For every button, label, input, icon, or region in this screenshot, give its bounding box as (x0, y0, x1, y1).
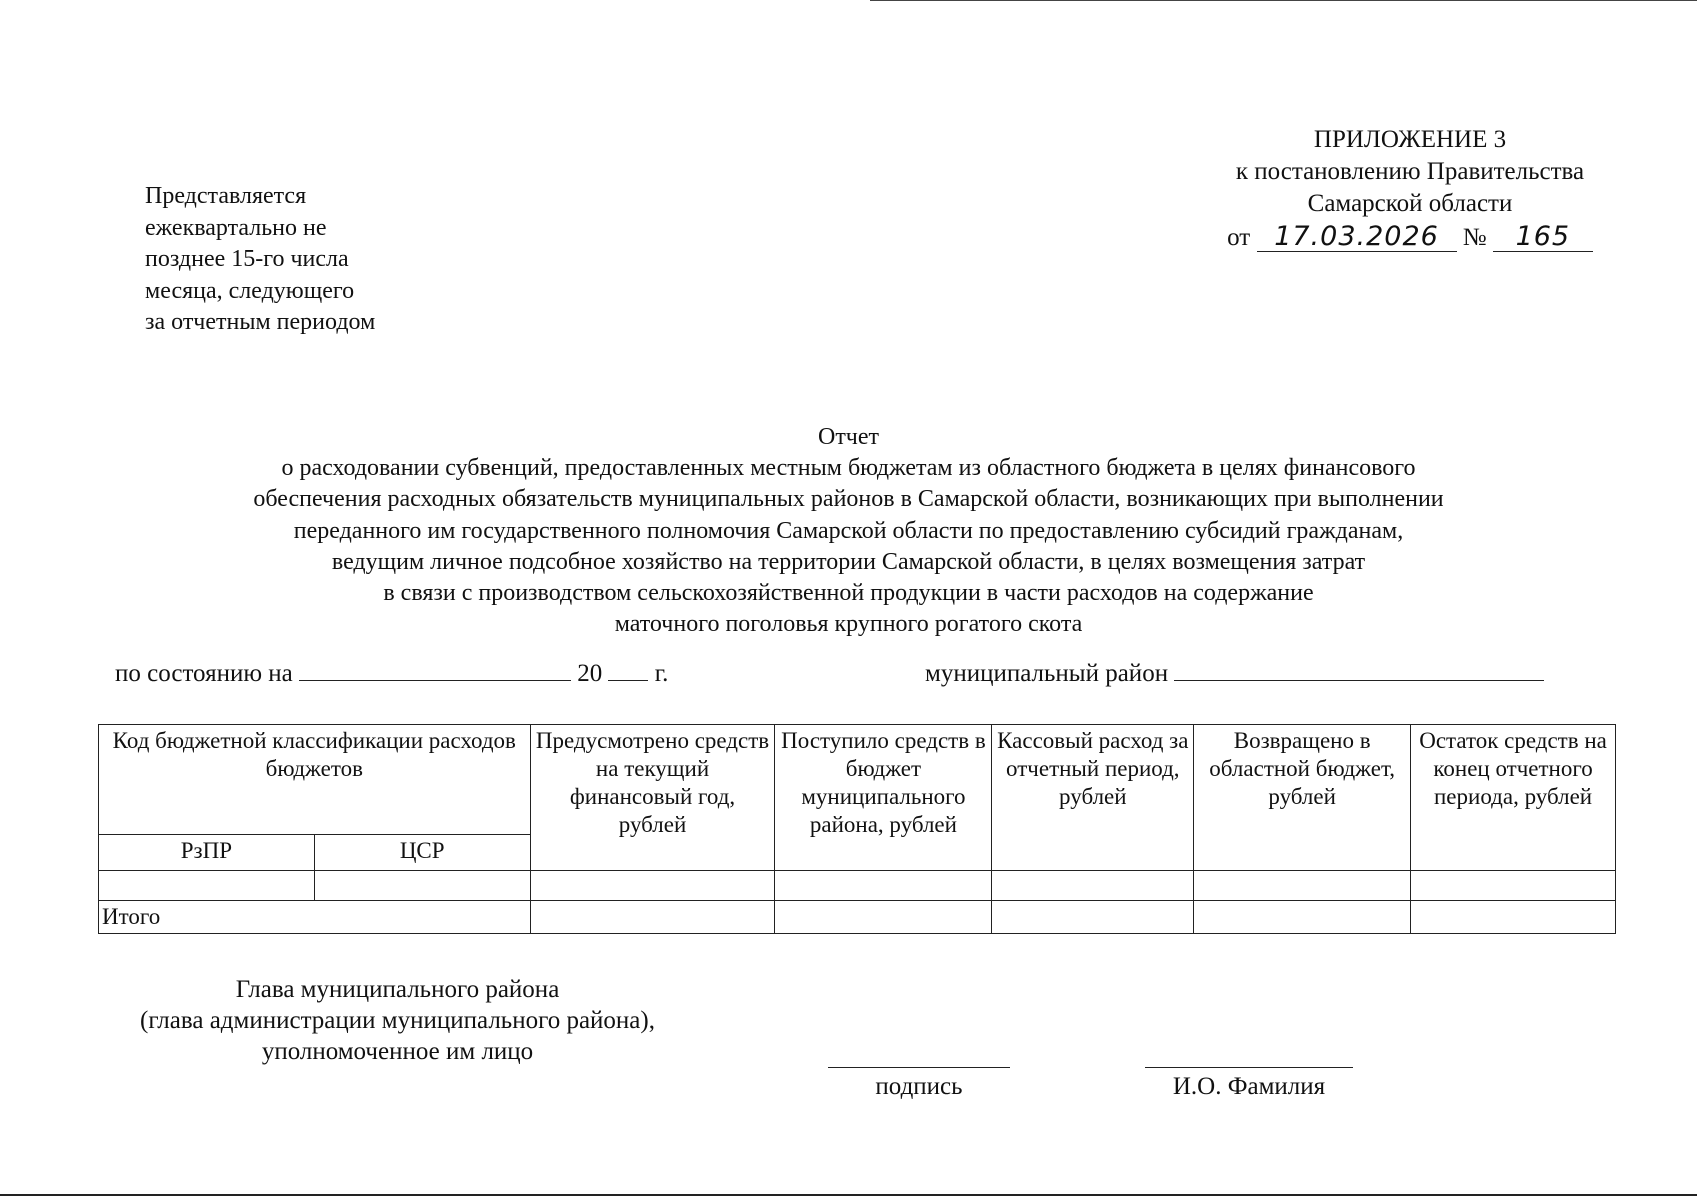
name-field[interactable] (1145, 1067, 1353, 1068)
submission-note (145, 181, 375, 339)
budget-code-header: Код бюджетной классификации расходов бюджетов (99, 725, 531, 835)
planned-cell[interactable] (530, 871, 775, 901)
planned-funds-header: Предусмотрено средств на текущий финансовый год, рублей (530, 725, 775, 871)
district-label: муниципальный район (925, 660, 1169, 687)
received-funds-header: Поступило средств в бюджет муниципального района, рублей (775, 725, 992, 871)
from-label: от (1227, 224, 1251, 251)
name-label: И.О. Фамилия (1172, 1073, 1326, 1100)
as-of-date-field[interactable] (299, 658, 571, 681)
submission-note-line: месяца, следующего (145, 277, 355, 304)
appendix-line: Самарской области (1307, 190, 1513, 217)
top-border-line (870, 0, 1697, 1)
report-title-line: обеспечения расходных обязательств муниципальных районов в Самарской области, возникающих при выполнении (253, 486, 1444, 513)
report-title-line: переданного им государственного полномочия Самарской области по предоставлению субсидий гражданам, (293, 517, 1404, 544)
resolution-number: 165 (1493, 223, 1593, 252)
report-title-line: в связи с производством сельскохозяйственной продукции в части расходов на содержание (383, 580, 1314, 607)
resolution-date-line (1227, 222, 1593, 254)
report-title-line: о расходовании субвенций, предоставленных местным бюджетам из областного бюджета в целях финансового (281, 455, 1416, 482)
received-cell[interactable] (775, 871, 992, 901)
official-title-line: уполномоченное им лицо (261, 1038, 534, 1065)
official-title-line: Глава муниципального района (235, 976, 560, 1003)
total-returned-cell[interactable] (1194, 901, 1411, 934)
district-field[interactable] (1174, 658, 1544, 681)
table-row (99, 871, 1616, 901)
appendix-line: к постановлению Правительства (1235, 158, 1585, 185)
as-of-line (115, 658, 668, 691)
resolution-date: 17.03.2026 (1257, 223, 1457, 252)
cash-cell[interactable] (992, 871, 1194, 901)
rzpr-cell[interactable] (99, 871, 315, 901)
submission-note-line: ежеквартально не (145, 214, 327, 241)
total-balance-cell[interactable] (1411, 901, 1616, 934)
bottom-border-line (0, 1194, 1697, 1196)
csr-cell[interactable] (314, 871, 530, 901)
year-field[interactable] (608, 658, 648, 681)
report-table (98, 724, 1616, 934)
total-received-cell[interactable] (775, 901, 992, 934)
submission-note-line: за отчетным периодом (145, 309, 376, 335)
total-planned-cell[interactable] (530, 901, 775, 934)
year-prefix: 20 (577, 660, 603, 687)
district-line (925, 658, 1544, 691)
returned-cell[interactable] (1194, 871, 1411, 901)
year-suffix: г. (654, 660, 669, 687)
official-title-block (110, 974, 685, 1067)
submission-note-line: позднее 15-го числа (145, 246, 349, 272)
report-heading: Отчет (817, 424, 880, 450)
as-of-label: по состоянию на (115, 660, 293, 687)
total-label: Итого (99, 901, 531, 934)
report-title-line: ведущим личное подсобное хозяйство на территории Самарской области, в целях возмещения затрат (331, 548, 1366, 575)
returned-funds-header: Возвращено в областной бюджет, рублей (1194, 725, 1411, 871)
number-label: № (1462, 224, 1487, 251)
rzpr-header: РзПР (99, 835, 315, 871)
submission-note-line: Представляется (145, 183, 307, 209)
balance-header: Остаток средств на конец отчетного периода, рублей (1411, 725, 1616, 871)
total-cash-cell[interactable] (992, 901, 1194, 934)
signature-label: подпись (875, 1073, 963, 1100)
official-title-line: (глава администрации муниципального района), (140, 1007, 655, 1034)
appendix-header (1180, 124, 1640, 254)
appendix-title: ПРИЛОЖЕНИЕ 3 (1313, 126, 1507, 153)
csr-header: ЦСР (314, 835, 530, 871)
signature-field[interactable] (828, 1067, 1010, 1068)
balance-cell[interactable] (1411, 871, 1616, 901)
report-title-line: маточного поголовья крупного рогатого скота (614, 611, 1083, 638)
report-title-block (100, 422, 1597, 640)
total-row (99, 901, 1616, 934)
cash-expense-header: Кассовый расход за отчетный период, рублей (992, 725, 1194, 871)
